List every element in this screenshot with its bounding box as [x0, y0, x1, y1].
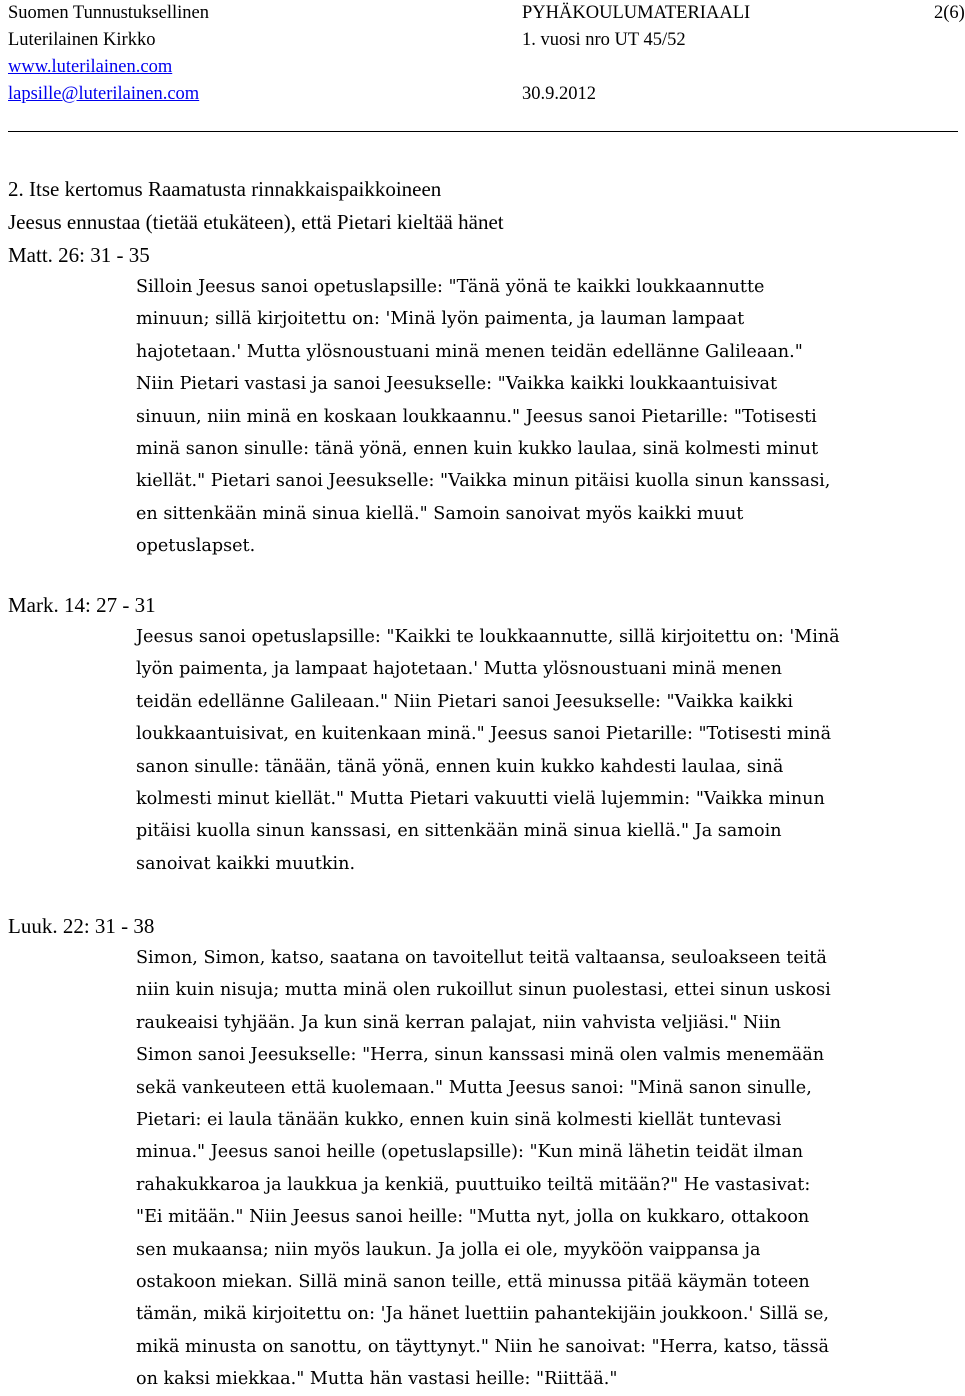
header-page-number: 2(6)	[934, 3, 965, 23]
passage-text: Simon, Simon, katso, saatana on tavoitellut teitä valtaansa, seuloakseen teitä niin kuin nisuja; mutta minä olen rukoillut sinun puolestasi, ettei sinun uskosi raukeaisi tyhjään. Ja kun sinä kerran palajat, niin vahvista veljiäsi." Niin Simon sanoi Jeesukselle: "Herra, sinun kanssasi minä olen valmis menemään sekä vankeuteen että kuolemaan." Mutta Jeesus sanoi: "Minä sanon sinulle, Pietari: ei laula tänään kukko, ennen kuin sinä kolmesti kiellät tuntevasi minua." Jeesus sanoi heille (opetuslapsille): "Kun minä lähetin teidät ilman rahakukkaroa ja laukkua ja kenkiä, puuttuiko teiltä mitään?" He vastasivat: "Ei mitään." Niin Jeesus sanoi heille: "Mutta nyt, jolla on kukkaro, ottakoon sen mukaansa; niin myös laukun. Ja jolla ei ole, myyköön vaippansa ja ostakoon miekan. Sillä minä sanon teille, että minussa pitää käymän toteen tämän, mikä kirjoitettu on: 'Ja hänet luettiin pahantekijäin joukkoon.' Sillä se, mikä minusta on sanottu, on täyttynyt." Niin he sanoivat: "Herra, katso, tässä on kaksi miekkaa." Mutta hän vastasi heille: "Riittää."	[136, 948, 831, 1390]
header-org-line1: Suomen Tunnustuksellinen	[8, 3, 209, 23]
website-link[interactable]: www.luterilainen.com	[8, 57, 173, 77]
header-lesson: 1. vuosi nro UT 45/52	[522, 30, 686, 50]
header-material: PYHÄKOULUMATERIAALI	[522, 3, 751, 23]
passage-mark	[8, 589, 958, 880]
section-heading: 2. Itse kertomus Raamatusta rinnakkaispaikkoineen	[8, 177, 442, 201]
passage-text: Silloin Jeesus sanoi opetuslapsille: "Tänä yönä te kaikki loukkaannutte minuun; sillä kirjoitettu on: 'Minä lyön paimenta, ja lauman lampaat hajotetaan.' Mutta ylösnoustuani minä menen teidän edellänne Galileaan." Niin Pietari vastasi ja sanoi Jeesukselle: "Vaikka kaikki loukkaantuisivat sinuun, niin minä en koskaan loukkaannu." Jeesus sanoi Pietarille: "Totisesti minä sanon sinulle: tänä yönä, ennen kuin kukko laulaa, sinä kolmesti minut kiellät." Pietari sanoi Jeesukselle: "Vaikka minun pitäisi kuolla sinun kanssasi, en sittenkään minä sinua kiellä." Samoin sanoivat myös kaikki muut opetuslapset.	[136, 277, 831, 557]
passage-luke	[8, 910, 958, 1396]
passage-reference: Luuk. 22: 31 - 38	[8, 914, 155, 938]
passage-reference: Mark. 14: 27 - 31	[8, 593, 156, 617]
section-intro	[8, 173, 504, 239]
passage-reference: Matt. 26: 31 - 35	[8, 243, 150, 267]
header-divider	[8, 131, 958, 132]
passage-matthew	[8, 239, 958, 563]
header-date: 30.9.2012	[522, 84, 596, 104]
section-subheading: Jeesus ennustaa (tietää etukäteen), että Pietari kieltää hänet	[8, 210, 504, 234]
email-link[interactable]: lapsille@luterilainen.com	[8, 84, 200, 104]
header-org-line2: Luterilainen Kirkko	[8, 30, 156, 50]
passage-text: Jeesus sanoi opetuslapsille: "Kaikki te loukkaannutte, sillä kirjoitettu on: 'Minä lyön paimenta, ja lampaat hajotetaan.' Mutta ylösnoustuani minä menen teidän edellänne Galileaan." Niin Pietari sanoi Jeesukselle: "Vaikka kaikki loukkaantuisivat, en kuitenkaan minä." Jeesus sanoi Pietarille: "Totisesti minä sanon sinulle: tänään, tänä yönä, ennen kuin kukko kahdesti laulaa, sinä kolmesti minut kiellät." Mutta Pietari vakuutti vielä lujemmin: "Vaikka minun pitäisi kuolla sinun kanssasi, en sittenkään minä sinua kiellä." Ja samoin sanoivat kaikki muutkin.	[136, 627, 840, 874]
